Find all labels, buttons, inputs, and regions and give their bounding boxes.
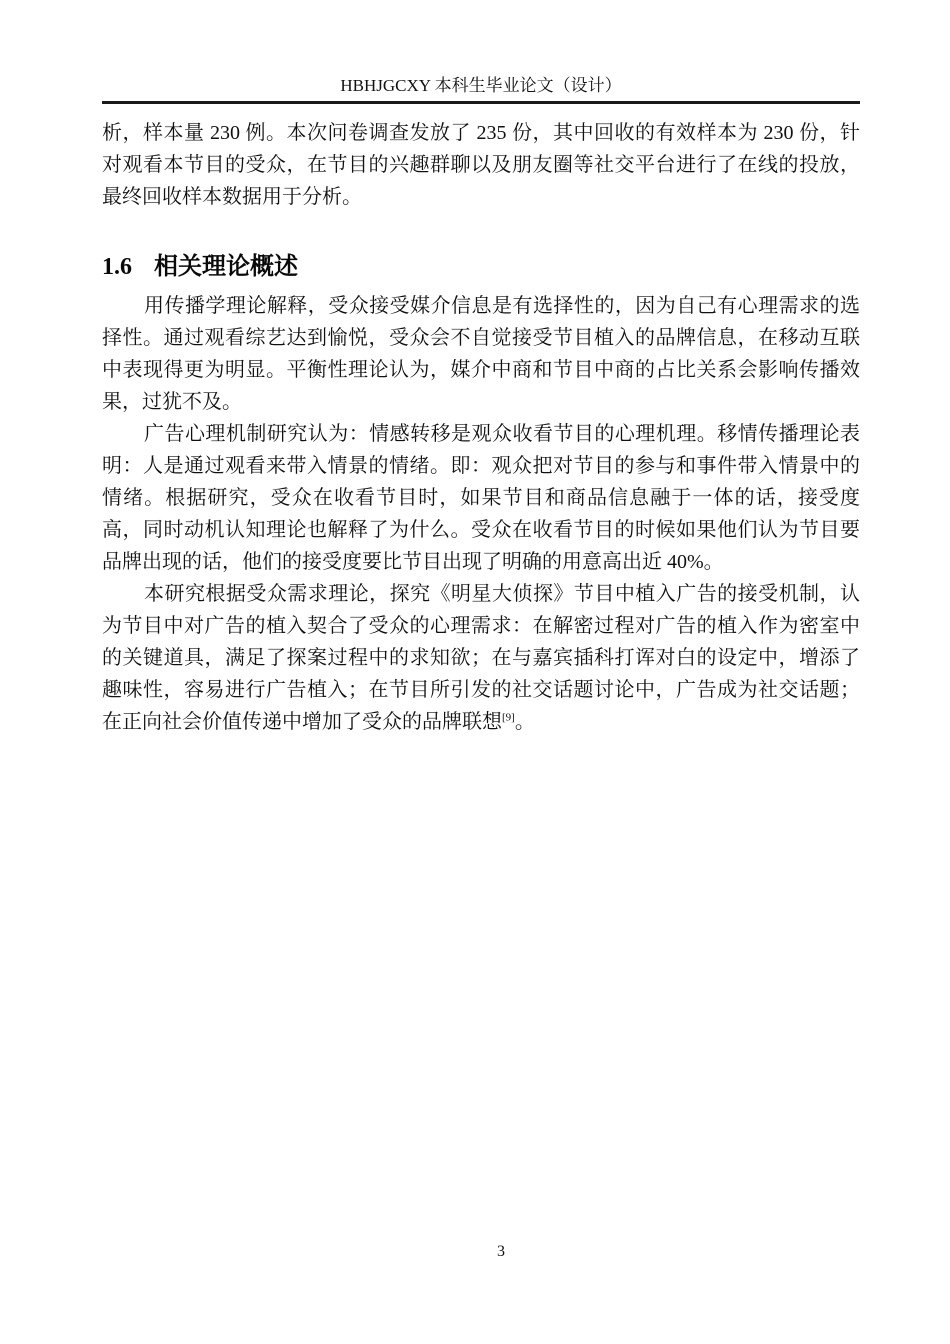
paragraph-survey-analysis: 析，样本量 230 例。本次问卷调查发放了 235 份，其中回收的有效样本为 230 份，针对观看本节目的受众，在节目的兴趣群聊以及朋友圈等社交平台进行了在线的投放，最终回收样本数据用于分析。 [102, 122, 860, 208]
header-rule [102, 101, 860, 104]
section-heading-1-6 [102, 250, 860, 284]
paragraph-research-conclusion-text: 本研究根据受众需求理论，探究《明星大侦探》节目中植入广告的接受机制，认为节目中对广告的植入契合了受众的心理需求：在解密过程对广告的植入作为密室中的关键道具，满足了探案过程中的求知欲；在与嘉宾插科打诨对白的设定中，增添了趣味性，容易进行广告植入；在节目所引发的社交话题讨论中，广告成为社交话题；在正向社会价值传递中增加了受众的品牌联想 [102, 583, 860, 733]
citation-reference-9: [9] [502, 711, 515, 724]
paragraph-research-conclusion [102, 578, 860, 738]
page-number: 3 [497, 1243, 505, 1260]
section-title: 相关理论概述 [154, 253, 298, 280]
paragraph-research-conclusion-tail: 。 [514, 711, 535, 733]
page-header-title: HBHJGCXY 本科生毕业论文（设计） [340, 76, 622, 95]
paragraph-communication-theory: 用传播学理论解释，受众接受媒介信息是有选择性的，因为自己有心理需求的选择性。通过观看综艺达到愉悦，受众会不自觉接受节目植入的品牌信息，在移动互联中表现得更为明显。平衡性理论认为，媒介中商和节目中商的占比关系会影响传播效果，过犹不及。 [102, 295, 860, 413]
paragraph-ad-psychology: 广告心理机制研究认为：情感转移是观众收看节目的心理机理。移情传播理论表明：人是通过观看来带入情景的情绪。即：观众把对节目的参与和事件带入情景中的情绪。根据研究，受众在收看节目时，如果节目和商品信息融于一体的话，接受度高，同时动机认知理论也解释了为什么。受众在收看节目的时候如果他们认为节目要品牌出现的话，他们的接受度要比节目出现了明确的用意高出近 40%。 [102, 423, 860, 573]
page-header [102, 76, 860, 104]
section-number: 1.6 [102, 254, 132, 280]
document-body [102, 117, 860, 738]
